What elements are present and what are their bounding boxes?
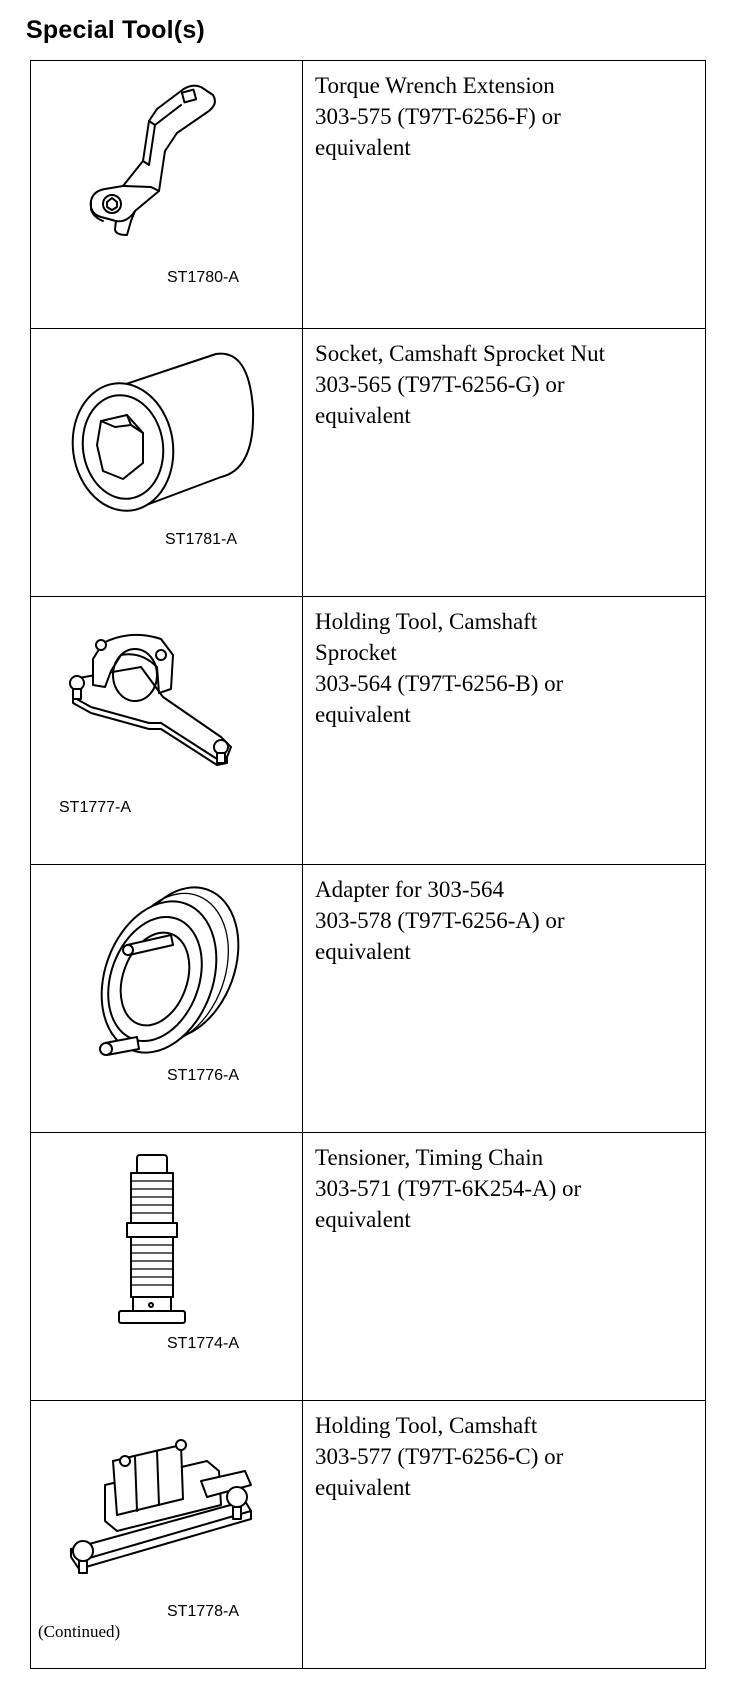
table-row bbox=[31, 865, 706, 1133]
tool-code: ST1778-A bbox=[167, 1603, 240, 1620]
tool-image-cell bbox=[31, 597, 303, 865]
tool-name: Holding Tool, Camshaft bbox=[315, 1413, 538, 1438]
tool-code: ST1776-A bbox=[167, 1067, 240, 1084]
tool-description bbox=[303, 1133, 706, 1401]
tool-part-number: 303-564 (T97T-6256-B) or bbox=[315, 671, 564, 696]
tool-equivalent: equivalent bbox=[315, 1207, 411, 1232]
tool-image-cell bbox=[31, 865, 303, 1133]
continued-note: (Continued) bbox=[38, 1622, 121, 1641]
special-tools-table bbox=[30, 60, 706, 1669]
tool-part-number: 303-577 (T97T-6256-C) or bbox=[315, 1444, 564, 1469]
tool-name: Holding Tool, Camshaft bbox=[315, 609, 538, 634]
table-row bbox=[31, 597, 706, 865]
tool-equivalent: equivalent bbox=[315, 1475, 411, 1500]
tool-description bbox=[303, 1401, 706, 1669]
tool-description bbox=[303, 61, 706, 329]
tool-code: ST1777-A bbox=[59, 799, 132, 816]
tool-name: Socket, Camshaft Sprocket Nut bbox=[315, 341, 606, 366]
tool-code: ST1774-A bbox=[167, 1335, 240, 1352]
table-row bbox=[31, 1133, 706, 1401]
tool-code: ST1780-A bbox=[167, 269, 240, 286]
tool-part-number: 303-565 (T97T-6256-G) or bbox=[315, 372, 565, 397]
tool-part-number: 303-578 (T97T-6256-A) or bbox=[315, 908, 565, 933]
table-row bbox=[31, 1401, 706, 1669]
tool-image-cell bbox=[31, 329, 303, 597]
tool-part-number: 303-575 (T97T-6256-F) or bbox=[315, 104, 561, 129]
tool-image-cell bbox=[31, 61, 303, 329]
tool-equivalent: equivalent bbox=[315, 702, 411, 727]
tool-equivalent: equivalent bbox=[315, 135, 411, 160]
table-row bbox=[31, 61, 706, 329]
tool-equivalent: equivalent bbox=[315, 403, 411, 428]
tool-code: ST1781-A bbox=[165, 531, 238, 548]
tool-name: Tensioner, Timing Chain bbox=[315, 1145, 544, 1170]
tool-name-continued: Sprocket bbox=[315, 640, 397, 665]
tool-description bbox=[303, 329, 706, 597]
tool-image-cell bbox=[31, 1133, 303, 1401]
tool-equivalent: equivalent bbox=[315, 939, 411, 964]
tool-name: Torque Wrench Extension bbox=[315, 73, 555, 98]
tool-description bbox=[303, 865, 706, 1133]
tool-name: Adapter for 303-564 bbox=[315, 877, 505, 902]
section-heading: Special Tool(s) bbox=[26, 16, 205, 44]
tool-part-number: 303-571 (T97T-6K254-A) or bbox=[315, 1176, 582, 1201]
tool-description bbox=[303, 597, 706, 865]
table-row bbox=[31, 329, 706, 597]
